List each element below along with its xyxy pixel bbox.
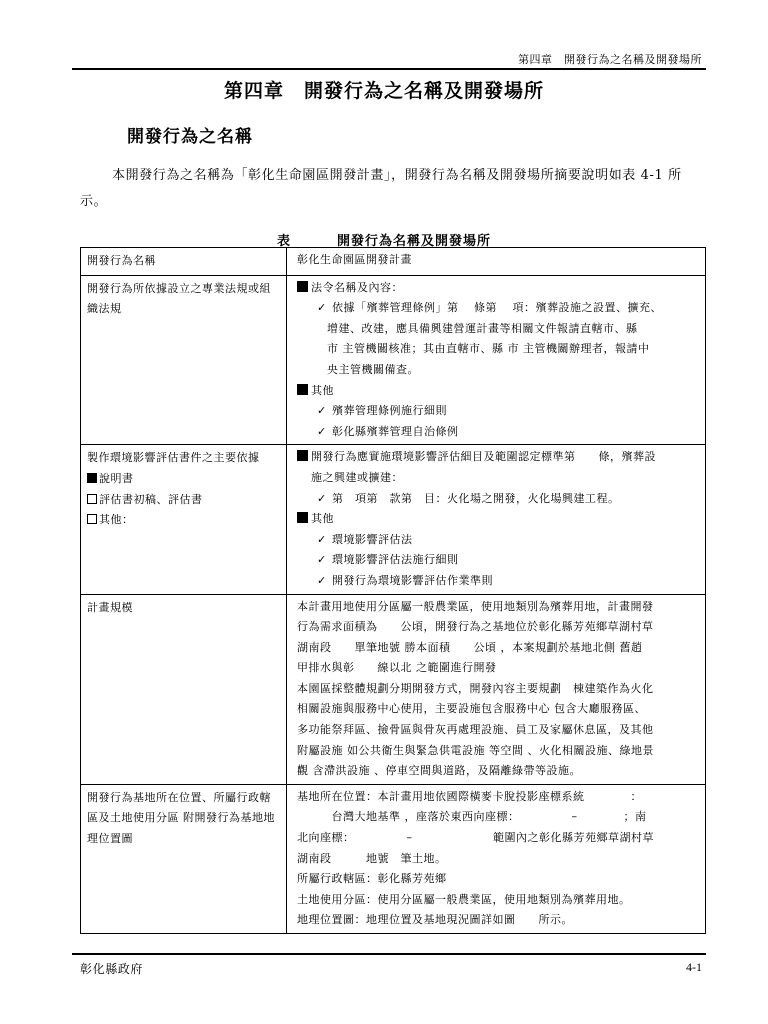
table-row (81, 594, 706, 784)
header-rule (72, 68, 706, 70)
check-icon: ✓ (317, 404, 327, 418)
check-icon: ✓ (317, 491, 327, 505)
check-icon: ✓ (317, 424, 327, 438)
row-eia-basis-label: 製作環境影響評估書件之主要依據 說明書 評估書初稿、評估書 其他： (81, 445, 287, 594)
filled-square-bullet (297, 450, 308, 461)
row-location-label: 開發行為基地所在位置、所屬行政轄區及土地使用分區 附開發行為基地地理位置圖 (81, 784, 287, 933)
filled-square-bullet (297, 384, 308, 395)
filled-square-bullet (297, 281, 308, 292)
row-eia-basis-value: 開發行為應實施環境影響評估細目及範圍認定標準第 條，殯葬設 施之興建或擴建： ✓ 第 項第 款第 目：火化場之開發，火化場興建工程。 其他 ✓ 環境影響評估法 ✓ 環境影響評估法施行細則 ✓ 開發行為環境影響評估作業準則 (287, 445, 706, 594)
table-row (81, 445, 706, 594)
page-number: 4-1 (686, 960, 702, 974)
intro-paragraph: 本開發行為之名稱為「彰化生命園區開發計畫」，開發行為名稱及開發場所摘要說明如表 4-1 所示。 (80, 168, 682, 209)
row-name-value: 彰化生命園區開發計畫 (287, 248, 706, 276)
table-row (81, 248, 706, 276)
row-legal-basis-value: 法令名稱及內容： ✓ 依據「殯葬管理條例」第 條第 項：殯葬設施之設置、擴充、 增建、改建，應具備興建營運計畫等相關文件報請直轄市、縣 市 主管機關核准；其由直轄市、縣 市 主管機關辦理者，報請中 央主管機關備查。 其他 ✓ 殯葬管理條例施行細則 ✓ 彰化縣殯葬管理自治條例 (287, 275, 706, 445)
check-icon: ✓ (317, 532, 327, 546)
chapter-title: 第四章 開發行為之名稱及開發場所 (223, 80, 544, 102)
row-scale-value: 本計畫用地使用分區屬一般農業區，使用地類別為殯葬用地，計畫開發 行為需求面積為 公頃，開發行為之基地位於彰化縣芳苑鄉草湖村草 湖南段 單筆地號 勝本面積 公頃 ，本案規劃於基地北側 舊趙 甲排水與彰 線以北 之範圍進行開發 本園區採整體規劃分期開發方式，開發內容主要規劃 棟建築作為火化 相關設施與服務中心使用，主要設施包含服務中心 包含大廳服務區、 多功能祭拜區、撿骨區與骨灰再處理設施、員工及家屬休息區，及其他 附屬設施 如公共衛生與緊急供電設施 等空間 、火化相關設施、綠地景 觀 含滯洪設施 、停車空間與道路，及隔離綠帶等設施。 (287, 594, 706, 784)
running-header: 第四章 開發行為之名稱及開發場所 (518, 53, 702, 66)
checkbox-empty-icon (87, 494, 97, 504)
table-caption-title: 開發行為名稱及開發場所 (337, 234, 492, 249)
row-location-value: 基地所在位置：本計畫用地依國際橫麥卡脫投影座標系統 ： 台灣大地基準 ，座落於東西向座標： – ；南 北向座標： – 範圍內之彰化縣芳苑鄉草湖村草 湖南段 地號 筆土地。 所屬行政轄區：彰化縣芳苑鄉 土地使用分區：使用分區屬一般農業區，使用地類別為殯葬用地。 地理位置圖：地理位置及基地現況圖詳如圖 所示。 (287, 784, 706, 933)
summary-table (80, 247, 706, 934)
row-name-label: 開發行為名稱 (81, 248, 287, 276)
check-icon: ✓ (317, 553, 327, 567)
section-title: 開發行為之名稱 (127, 127, 253, 147)
check-icon: ✓ (317, 573, 327, 587)
checkbox-checked-icon (87, 473, 97, 483)
table-row (81, 784, 706, 933)
filled-square-bullet (297, 512, 308, 523)
check-icon: ✓ (317, 301, 327, 315)
footer-publisher: 彰化縣政府 (80, 962, 144, 976)
footer-rule (72, 953, 706, 955)
table-caption-prefix: 表 (276, 234, 291, 249)
row-scale-label: 計畫規模 (81, 594, 287, 784)
row-legal-basis-label: 開發行為所依據設立之專業法規或組織法規 (81, 275, 287, 445)
table-row (81, 275, 706, 445)
checkbox-empty-icon (87, 514, 97, 524)
